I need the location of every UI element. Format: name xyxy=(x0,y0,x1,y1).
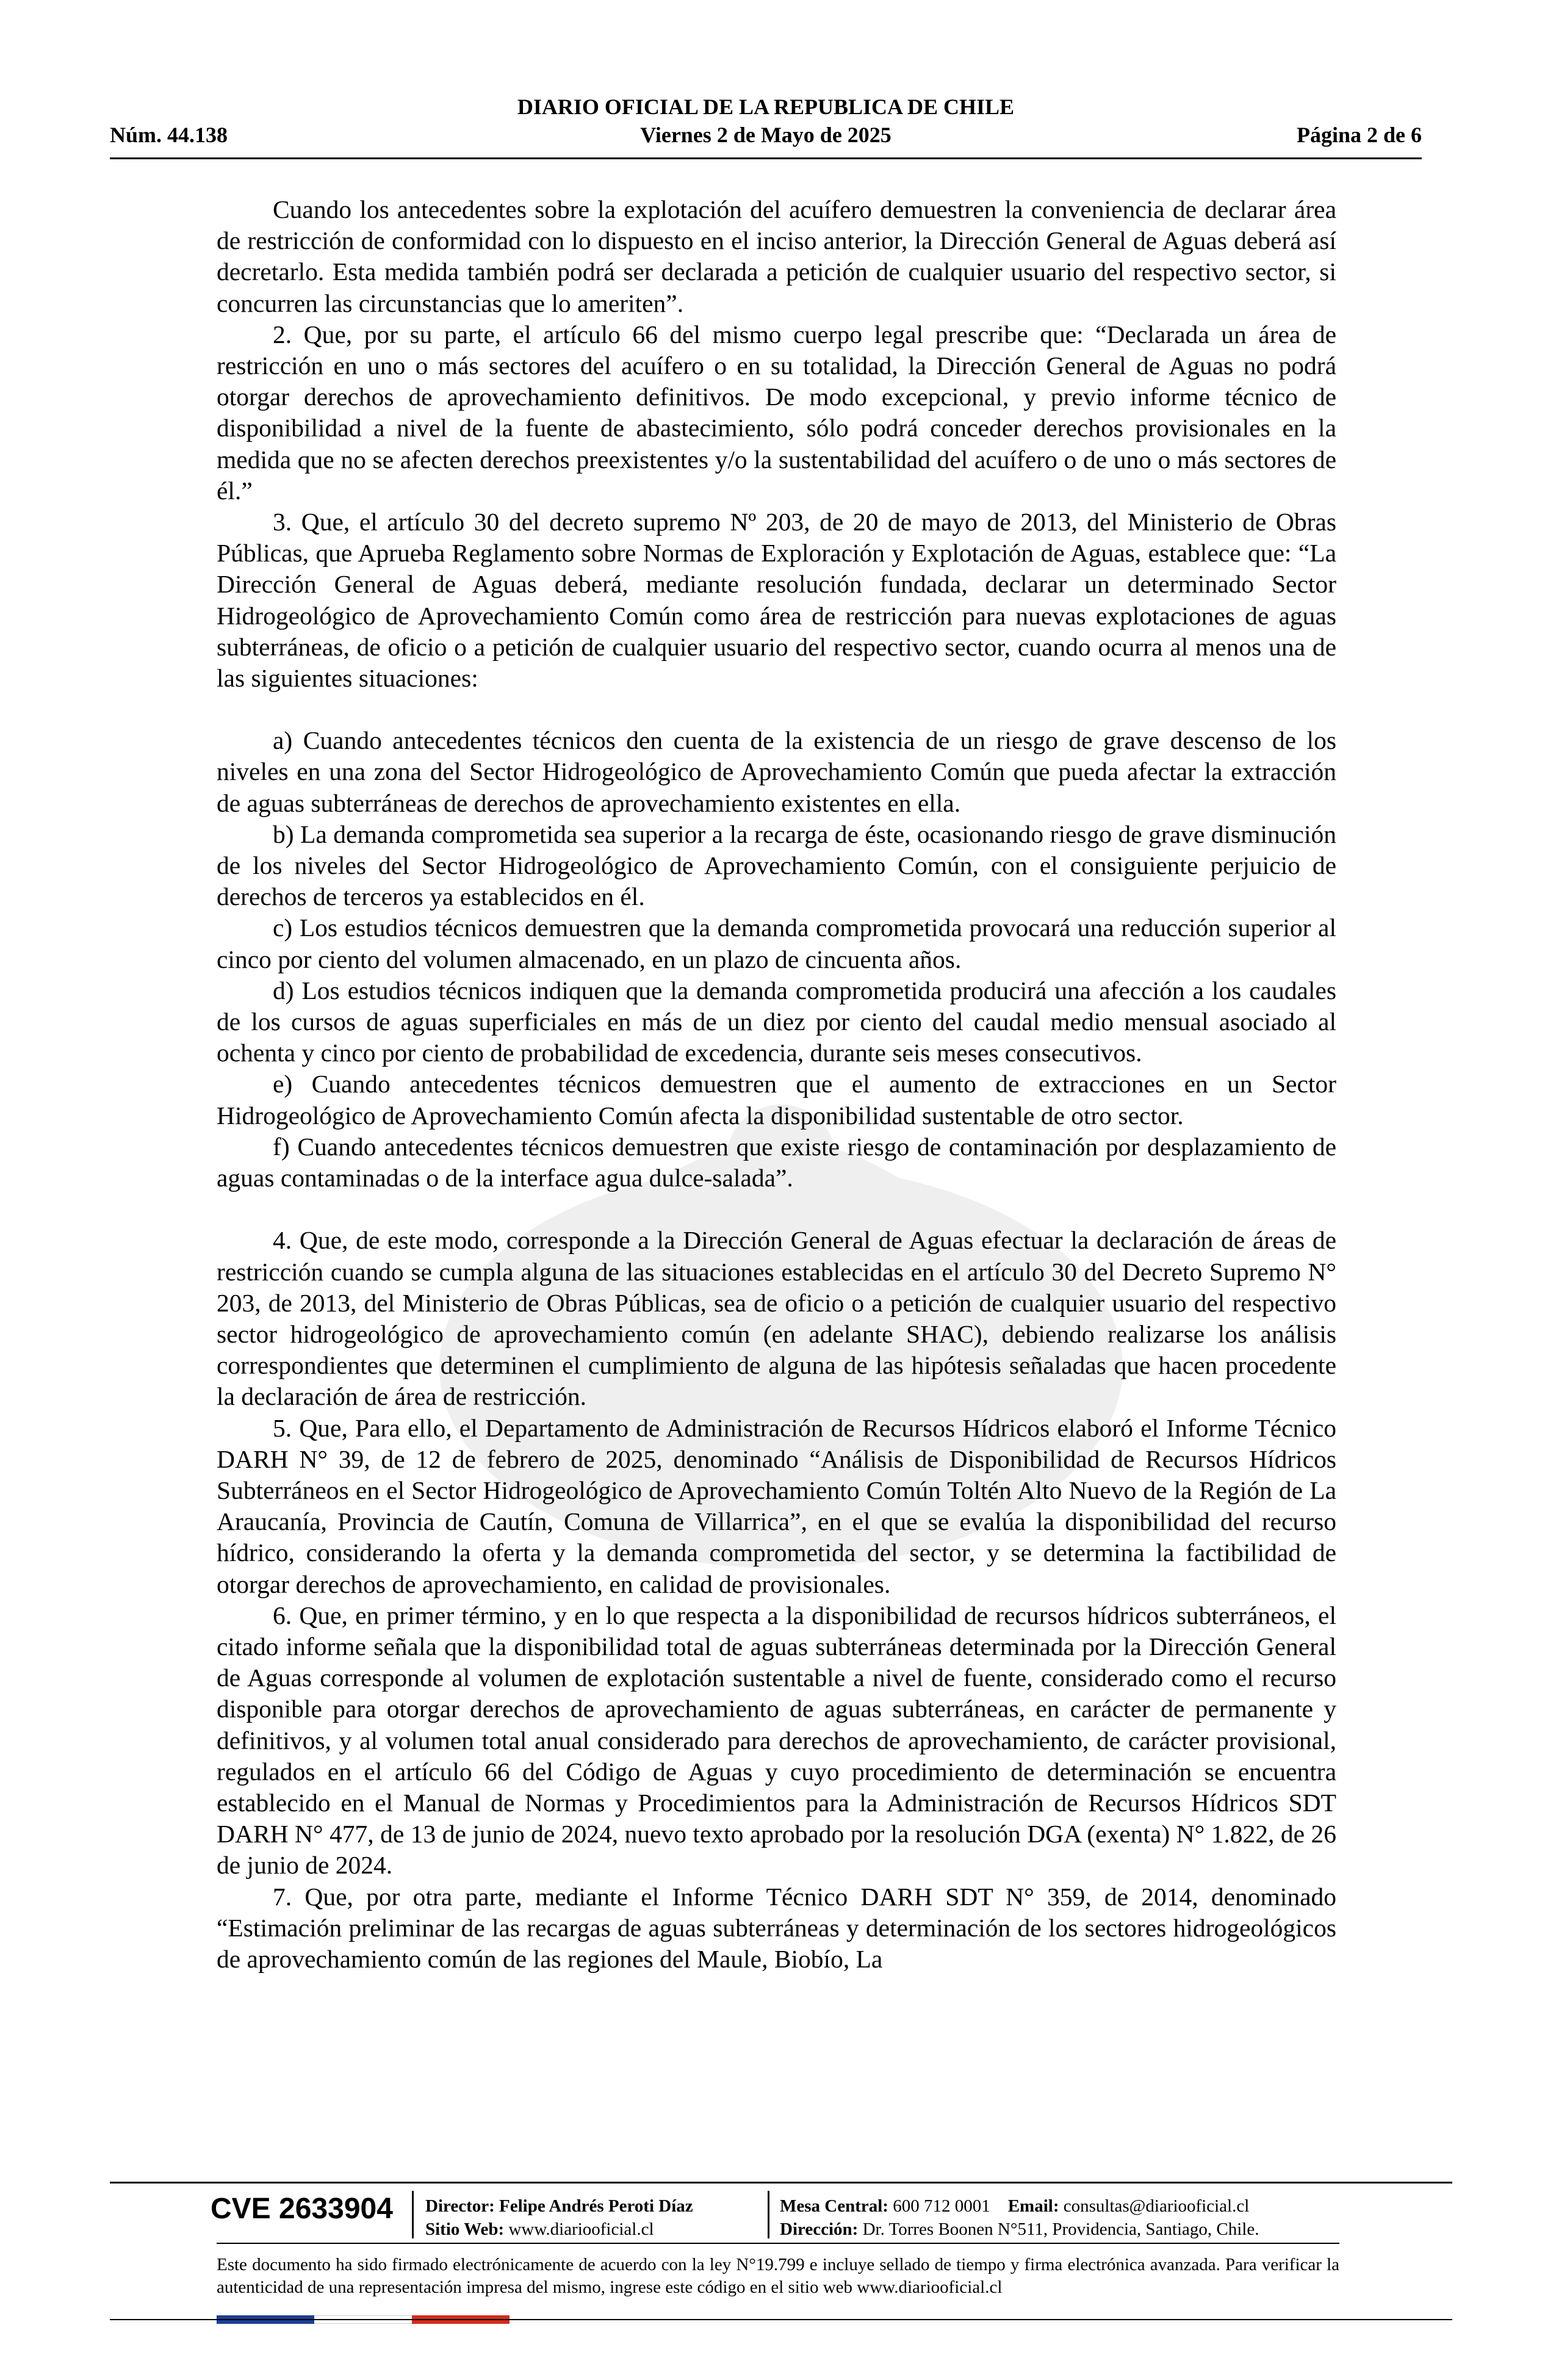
body-paragraph: 5. Que, Para ello, el Departamento de Administración de Recursos Hídricos elaboró el Informe Técnico DARH N° 39, de 12 de febrero de 2025, denominado “Análisis de Disponibilidad de Recursos Hídricos Subterráneos en el Sector Hidrogeológico de Aprovechamiento Común Toltén Alto Nuevo de la Región de La Araucanía, Provincia de Cautín, Comuna de Villarrica”, en el que se evalúa la disponibilidad del recurso hídrico, considerando la oferta y la demanda comprometida del sector, y se determina la factibilidad de otorgar derechos de aprovechamiento, en calidad de provisionales. xyxy=(217,1413,1336,1598)
phone-number: 600 712 0001 xyxy=(893,2196,990,2216)
page-number: Página 2 de 6 xyxy=(1296,123,1422,147)
body-paragraph: 6. Que, en primer término, y en lo que respecta a la disponibilidad de recursos hídricos subterráneos, el citado informe señala que la disponibilidad total de aguas subterráneas determinada por la Dirección General de Aguas corresponde al volumen de explotación sustentable a nivel de fuente, considerado como el recurso disponible para otorgar derechos de aprovechamiento de aguas subterráneas, en carácter de permanente y definitivos, y al volumen total anual considerado para derechos de aprovechamiento, de carácter provisional, regulados en el artículo 66 del Código de Aguas y cuyo procedimiento de determinación se encuentra establecido en el Manual de Normas y Procedimientos para la Administración de Recursos Hídricos SDT DARH N° 477, de 13 de junio de 2024, nuevo texto aprobado por la resolución DGA (exenta) N° 1.822, de 26 de junio de 2024. xyxy=(217,1601,1336,1880)
director-label: Director: xyxy=(425,2196,495,2216)
list-item: e) Cuando antecedentes técnicos demuestren que el aumento de extracciones en un Sector Hidrogeológico de Aprovechamiento Común afecta la disponibilidad sustentable de otro sector. xyxy=(217,1070,1336,1130)
body-paragraph: Cuando los antecedentes sobre la explotación del acuífero demuestren la conveniencia de declarar área de restricción de conformidad con lo dispuesto en el inciso anterior, la Dirección General de Aguas deberá así decretarlo. Esta medida también podrá ser declarada a petición de cualquier usuario del respectivo sector, si concurren las circunstancias que lo ameriten”. xyxy=(217,195,1336,317)
list-item: f) Cuando antecedentes técnicos demuestren que existe riesgo de contaminación por desplazamiento de aguas contaminadas o de la interface agua dulce-salada”. xyxy=(217,1132,1336,1192)
body-paragraph: 3. Que, el artículo 30 del decreto supremo Nº 203, de 20 de mayo de 2013, del Ministerio de Obras Públicas, que Aprueba Reglamento sobre Normas de Exploración y Explotación de Aguas, establece que: “La Dirección General de Aguas deberá, mediante resolución fundada, declarar un determinado Sector Hidrogeológico de Aprovechamiento Común como área de restricción para nuevas explotaciones de aguas subterráneas, de oficio o a petición de cualquier usuario del respectivo sector, cuando ocurra al menos una de las siguientes situaciones: xyxy=(217,508,1336,693)
phone-label: Mesa Central: xyxy=(780,2196,888,2216)
page-header xyxy=(110,92,1422,159)
publication-title: DIARIO OFICIAL DE LA REPUBLICA DE CHILE xyxy=(517,95,1015,119)
list-item: a) Cuando antecedentes técnicos den cuenta de la existencia de un riesgo de grave descenso de los niveles en una zona del Sector Hidrogeológico de Aprovechamiento Común que pueda afectar la extracción de aguas subterráneas de derechos de aprovechamiento existentes en ella. xyxy=(217,726,1336,817)
cve-code: CVE 2633904 xyxy=(211,2193,393,2225)
email-label: Email: xyxy=(1007,2196,1059,2216)
body-paragraph: 2. Que, por su parte, el artículo 66 del mismo cuerpo legal prescribe que: “Declarada un área de restricción en uno o más sectores del acuífero o en su totalidad, la Dirección General de Aguas no podrá otorgar derechos de aprovechamiento definitivos. De modo excepcional, y previo informe técnico de disponibilidad a nivel de la fuente de abastecimiento, sólo podrá conceder derechos provisionales en la medida que no se afecten derechos preexistentes y/o la sustentabilidad del acuífero o de uno o más sectores de él.” xyxy=(217,320,1336,505)
list-item: c) Los estudios técnicos demuestren que la demanda comprometida provocará una reducción superior al cinco por ciento del volumen almacenado, en un plazo de cincuenta años. xyxy=(217,914,1336,973)
footer-divider-secondary xyxy=(217,2243,1339,2244)
signature-disclaimer: Este documento ha sido firmado electrónicamente de acuerdo con la ley N°19.799 e incluye sellado de tiempo y firma electrónica avanzada. Para verificar la autenticidad de una representación impresa del mismo, ingrese este código en el sitio web www.diariooficial.cl xyxy=(217,2255,1339,2297)
address-label: Dirección: xyxy=(780,2220,859,2239)
footer-contact-block xyxy=(780,2194,1259,2241)
website-label: Sitio Web: xyxy=(425,2220,505,2239)
address-text: Dr. Torres Boonen N°511, Providencia, Santiago, Chile. xyxy=(862,2220,1259,2239)
email-link[interactable]: consultas@diariooficial.cl xyxy=(1063,2196,1250,2216)
website-link[interactable]: www.diariooficial.cl xyxy=(508,2220,654,2239)
footer-director-block xyxy=(425,2194,693,2241)
footer-bottom-rule xyxy=(110,2319,1452,2320)
body-paragraph: 7. Que, por otra parte, mediante el Informe Técnico DARH SDT N° 359, de 2014, denominado “Estimación preliminar de las recargas de aguas subterráneas y determinación de los sectores hidrogeológicos de aprovechamiento común de las regiones del Maule, Biobío, La xyxy=(217,1882,1336,1973)
list-item: b) La demanda comprometida sea superior a la recarga de éste, ocasionando riesgo de grave disminución de los niveles del Sector Hidrogeológico de Aprovechamiento Común, con el consiguiente perjuicio de derechos de terceros ya establecidos en él. xyxy=(217,820,1336,911)
director-name: Felipe Andrés Peroti Díaz xyxy=(499,2196,693,2216)
footer-separator xyxy=(768,2191,769,2238)
footer-separator xyxy=(412,2191,414,2238)
footer-divider xyxy=(110,2182,1452,2183)
issue-number: Núm. 44.138 xyxy=(110,123,228,147)
header-divider xyxy=(110,157,1422,159)
body-paragraph: 4. Que, de este modo, corresponde a la Dirección General de Aguas efectuar la declaración de áreas de restricción cuando se cumpla alguna de las situaciones establecidas en el artículo 30 del Decreto Supremo N° 203, de 2013, del Ministerio de Obras Públicas, sea de oficio o a petición de cualquier usuario del respectivo sector hidrogeológico de aprovechamiento común (en adelante SHAC), debiendo realizarse los análisis correspondientes que determinen el cumplimiento de alguna de las hipótesis señaladas que hacen procedente la declaración de área de restricción. xyxy=(217,1226,1336,1411)
document-body xyxy=(217,194,1336,1975)
list-item: d) Los estudios técnicos indiquen que la demanda comprometida producirá una afección a los caudales de los cursos de aguas superficiales en más de un diez por ciento del caudal medio mensual asociado al ochenta y cinco por ciento de probabilidad de excedencia, durante seis meses consecutivos. xyxy=(217,976,1336,1067)
issue-date: Viernes 2 de Mayo de 2025 xyxy=(640,123,891,147)
